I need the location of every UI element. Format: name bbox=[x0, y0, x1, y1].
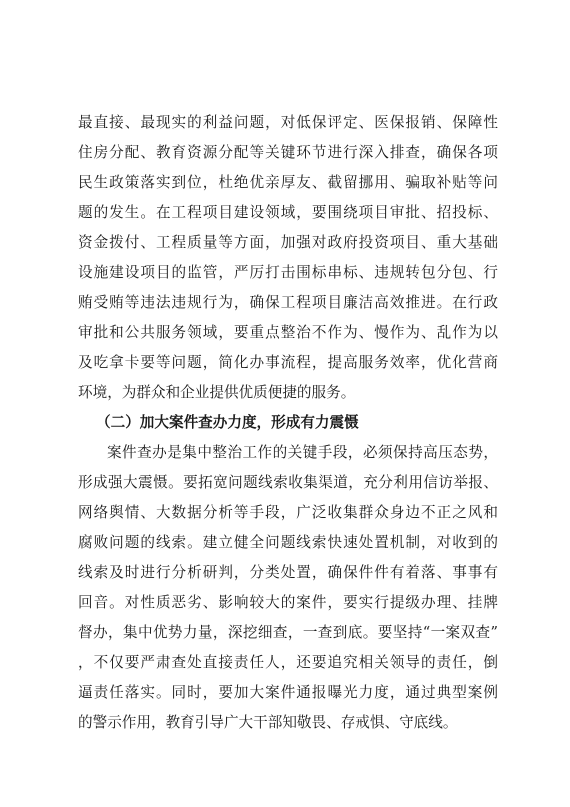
paragraph-1-line: 及吃拿卡要等问题，简化办事流程，提高服务效率，优化营商 bbox=[78, 354, 498, 371]
paragraph-1-line: 资金拨付、工程质量等方面，加强对政府投资项目、重大基础 bbox=[78, 234, 498, 251]
paragraph-1-line: 环境，为群众和企业提供优质便捷的服务。 bbox=[78, 384, 356, 401]
paragraph-1-line: 住房分配、教育资源分配等关键环节进行深入排查，确保各项 bbox=[78, 144, 498, 161]
paragraph-2-line: 的警示作用，教育引导广大干部知敬畏、存戒惧、守底线。 bbox=[78, 714, 458, 731]
section-heading: （二）加大案件查办力度，形成有力震慑 bbox=[96, 414, 359, 431]
paragraph-2-line: 形成强大震慑。要拓宽问题线索收集渠道，充分利用信访举报、 bbox=[78, 474, 498, 491]
paragraph-1-line: 贿受贿等违法违规行为，确保工程项目廉洁高效推进。在行政 bbox=[78, 294, 498, 311]
paragraph-2-line: 腐败问题的线索。建立健全问题线索快速处置机制，对收到的 bbox=[78, 534, 498, 551]
paragraph-2-line: 督办，集中优势力量，深挖细查，一查到底。要坚持“一案双查” bbox=[78, 624, 498, 641]
paragraph-1-line: 设施建设项目的监管，严厉打击围标串标、违规转包分包、行 bbox=[78, 264, 498, 281]
paragraph-1-line: 民生政策落实到位，杜绝优亲厚友、截留挪用、骗取补贴等问 bbox=[78, 174, 498, 191]
paragraph-2-line: ，不仅要严肃查处直接责任人，还要追究相关领导的责任，倒 bbox=[78, 654, 498, 671]
paragraph-2-line: 回音。对性质恶劣、影响较大的案件，要实行提级办理、挂牌 bbox=[78, 594, 498, 611]
paragraph-1-line: 审批和公共服务领域，要重点整治不作为、慢作为、乱作为以 bbox=[78, 324, 498, 341]
paragraph-1-line: 最直接、最现实的利益问题，对低保评定、医保报销、保障性 bbox=[78, 114, 498, 131]
paragraph-2-line: 逼责任落实。同时，要加大案件通报曝光力度，通过典型案例 bbox=[78, 684, 498, 701]
paragraph-2-line: 网络舆情、大数据分析等手段，广泛收集群众身边不正之风和 bbox=[78, 504, 498, 521]
paragraph-1-line: 题的发生。在工程项目建设领域，要围绕项目审批、招投标、 bbox=[78, 204, 498, 221]
paragraph-2-line: 案件查办是集中整治工作的关键手段，必须保持高压态势， bbox=[107, 444, 498, 461]
paragraph-2-line: 线索及时进行分析研判，分类处置，确保件件有着落、事事有 bbox=[78, 564, 498, 581]
